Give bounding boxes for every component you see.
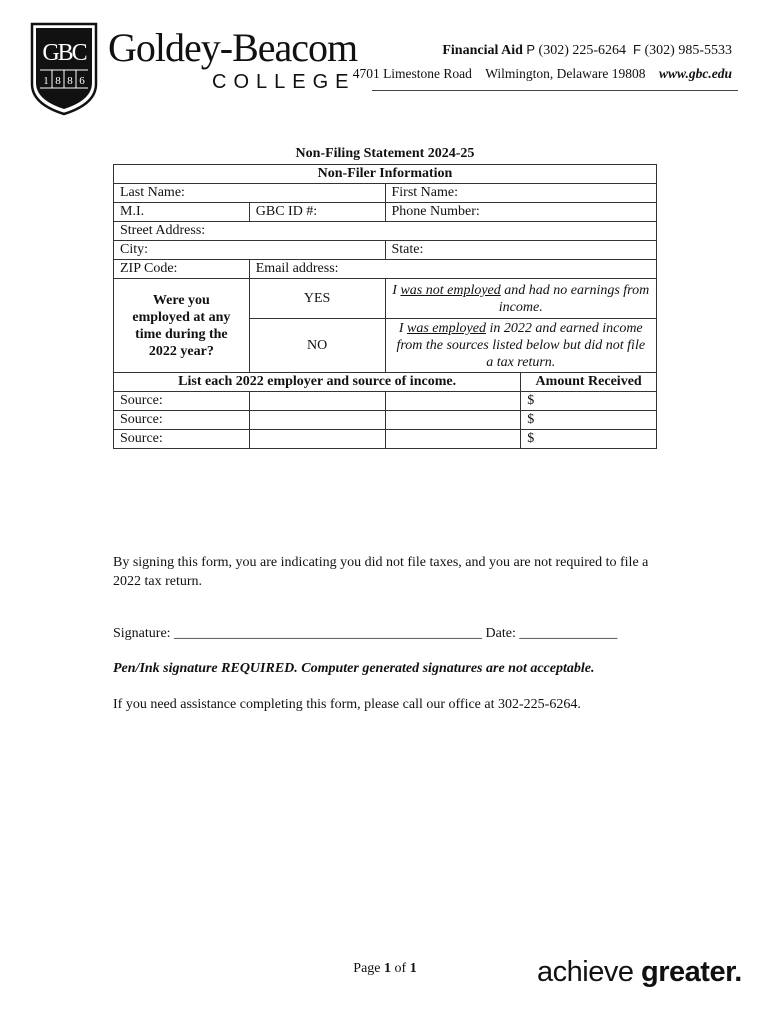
tagline-bold: greater. xyxy=(641,956,742,988)
office-fax: (302) 985-5533 xyxy=(644,43,732,58)
employment-question: Were you employed at any time during the 2022 year? xyxy=(114,279,250,373)
amount-received-header: Amount Received xyxy=(521,373,657,392)
shield-year-digit: 8 xyxy=(67,75,73,87)
shield-year-digit: 6 xyxy=(79,75,85,87)
college-wordmark-sub: COLLEGE xyxy=(212,71,356,93)
amount-cell[interactable] xyxy=(521,411,657,430)
zip-code-label: ZIP Code: xyxy=(120,261,178,276)
page-current: 1 xyxy=(384,961,392,976)
office-phone: (302) 225-6264 xyxy=(538,43,627,58)
yes-text-pre: I xyxy=(392,283,401,298)
tagline-light: achieve xyxy=(537,956,634,988)
yes-description xyxy=(385,279,657,319)
yes-option[interactable]: YES xyxy=(249,279,385,319)
source-label: Source: xyxy=(114,430,250,449)
contact-address-line xyxy=(353,66,732,82)
source-employer-cell[interactable] xyxy=(249,411,385,430)
source-detail-cell[interactable] xyxy=(385,411,521,430)
page-of: of xyxy=(394,961,407,976)
city-state-zip: Wilmington, Delaware 19808 xyxy=(485,66,646,81)
signature-label: Signature: xyxy=(113,626,171,641)
email-field[interactable] xyxy=(249,260,656,279)
gbc-id-label: GBC ID #: xyxy=(255,204,318,219)
state-field[interactable] xyxy=(385,241,657,260)
phone-number-field[interactable] xyxy=(385,203,657,222)
no-option[interactable]: NO xyxy=(249,319,385,373)
signature-line xyxy=(113,624,673,643)
phone-number-label: Phone Number: xyxy=(391,204,480,219)
source-detail-cell[interactable] xyxy=(385,430,521,449)
assistance-note: If you need assistance completing this form, please call our office at 302-225-6264. xyxy=(113,697,581,712)
employer-list-header: List each 2022 employer and source of income. xyxy=(114,373,521,392)
header-divider xyxy=(372,90,738,91)
source-label: Source: xyxy=(114,392,250,411)
city-label: City: xyxy=(120,242,149,257)
currency-symbol: $ xyxy=(527,393,535,408)
source-employer-cell[interactable] xyxy=(249,392,385,411)
website-link[interactable]: www.gbc.edu xyxy=(658,66,732,81)
amount-cell[interactable] xyxy=(521,430,657,449)
contact-phone-line xyxy=(442,42,732,59)
section-title: Non-Filer Information xyxy=(114,165,657,184)
source-employer-cell[interactable] xyxy=(249,430,385,449)
office-name: Financial Aid xyxy=(442,43,523,58)
yes-text-underlined: was not employed xyxy=(400,283,501,298)
no-text-underlined: was employed xyxy=(407,321,486,336)
no-text-post: in 2022 and earned income from the sources listed below but did not file a tax return. xyxy=(396,321,646,370)
signature-blank[interactable]: ____________________________________________ xyxy=(174,626,483,641)
shield-letters: GBC xyxy=(42,40,86,66)
form-title: Non-Filing Statement 2024-25 xyxy=(295,146,475,161)
no-description xyxy=(385,319,657,373)
shield-year-digit: 8 xyxy=(55,75,61,87)
currency-symbol: $ xyxy=(527,431,535,446)
shield-year-digit: 1 xyxy=(43,75,49,87)
city-field[interactable] xyxy=(114,241,386,260)
last-name-field[interactable] xyxy=(114,184,386,203)
last-name-label: Last Name: xyxy=(120,185,185,200)
street-address-label: Street Address: xyxy=(120,223,206,238)
street-address-field[interactable] xyxy=(114,222,657,241)
state-label: State: xyxy=(391,242,424,257)
yes-text-post: and had no earnings from income. xyxy=(498,283,650,315)
pen-ink-requirement: Pen/Ink signature REQUIRED. Computer generated signatures are not acceptable. xyxy=(113,661,595,676)
phone-prefix: P xyxy=(526,42,536,57)
first-name-field[interactable] xyxy=(385,184,657,203)
college-wordmark: Goldey-Beacom xyxy=(108,25,358,70)
mi-label: M.I. xyxy=(120,204,145,219)
college-tagline xyxy=(537,956,742,989)
date-label: Date: xyxy=(485,626,516,641)
page-total: 1 xyxy=(409,961,417,976)
source-label: Source: xyxy=(114,411,250,430)
college-shield-logo xyxy=(30,22,98,116)
currency-symbol: $ xyxy=(527,412,535,427)
source-detail-cell[interactable] xyxy=(385,392,521,411)
non-filer-form-table xyxy=(113,164,657,449)
amount-cell[interactable] xyxy=(521,392,657,411)
mi-field[interactable] xyxy=(114,203,250,222)
signing-notice: By signing this form, you are indicating you did not file taxes, and you are not required to file a 2022 tax return. xyxy=(113,555,649,589)
no-text-pre: I xyxy=(398,321,408,336)
gbc-id-field[interactable] xyxy=(249,203,385,222)
fax-prefix: F xyxy=(633,42,641,57)
page-label: Page xyxy=(353,961,381,976)
street-address: 4701 Limestone Road xyxy=(352,66,472,81)
zip-code-field[interactable] xyxy=(114,260,250,279)
email-label: Email address: xyxy=(255,261,339,276)
date-blank[interactable]: ______________ xyxy=(519,626,618,641)
first-name-label: First Name: xyxy=(391,185,458,200)
